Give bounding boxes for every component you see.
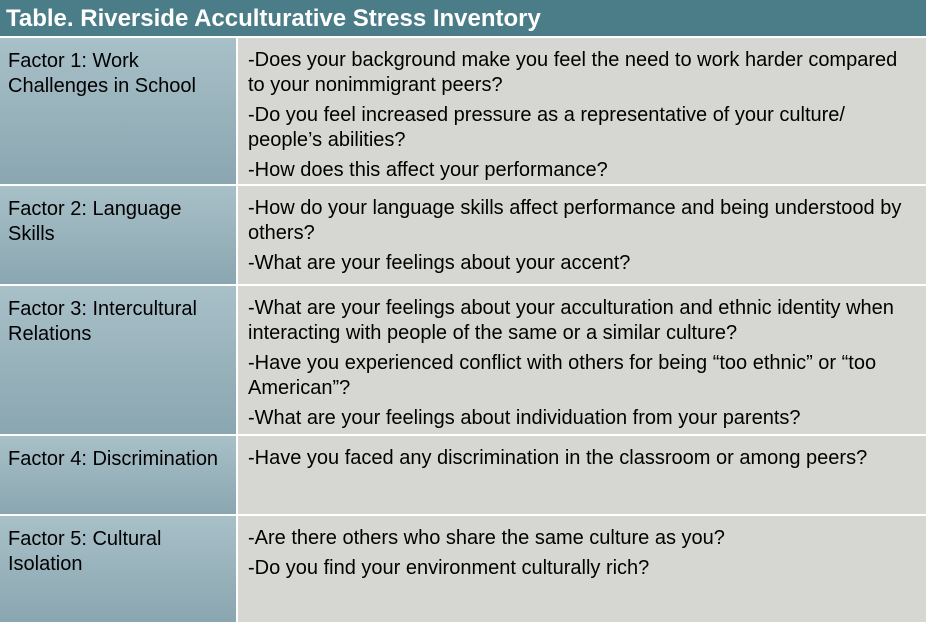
question: -Are there others who share the same culture as you? [248, 527, 725, 549]
factor-4-questions [238, 436, 926, 516]
table-title: Table. Riverside Acculturative Stress Inventory [0, 0, 926, 38]
factor-2-questions [238, 186, 926, 286]
factor-3-label: Factor 3: Intercultural Relations [0, 286, 238, 436]
factor-1-questions [238, 38, 926, 186]
question: -Do you feel increased pressure as a representative of your culture/ people’s abilities? [248, 104, 845, 151]
question: -Do you find your environment culturally rich? [248, 557, 650, 579]
factor-5-label: Factor 5: Cultural Isolation [0, 516, 238, 622]
question: -How does this affect your performance? [248, 159, 608, 181]
question: -What are your feelings about your acculturation and ethnic identity when interacting with people of the same or a similar culture? [248, 297, 894, 344]
factor-2-label: Factor 2: Language Skills [0, 186, 238, 286]
question: -What are your feelings about your accent? [248, 252, 631, 274]
factor-3-questions [238, 286, 926, 436]
factor-5-questions [238, 516, 926, 622]
question: -What are your feelings about individuation from your parents? [248, 407, 801, 429]
question: -Have you experienced conflict with others for being “too ethnic” or “too American”? [248, 352, 877, 399]
factor-4-label: Factor 4: Discrimination [0, 436, 238, 516]
question: -Does your background make you feel the need to work harder compared to your nonimmigrant peers? [248, 49, 898, 96]
question: -How do your language skills affect performance and being understood by others? [248, 197, 902, 244]
question: -Have you faced any discrimination in the classroom or among peers? [248, 447, 868, 469]
factor-1-label: Factor 1: Work Challenges in School [0, 38, 238, 186]
